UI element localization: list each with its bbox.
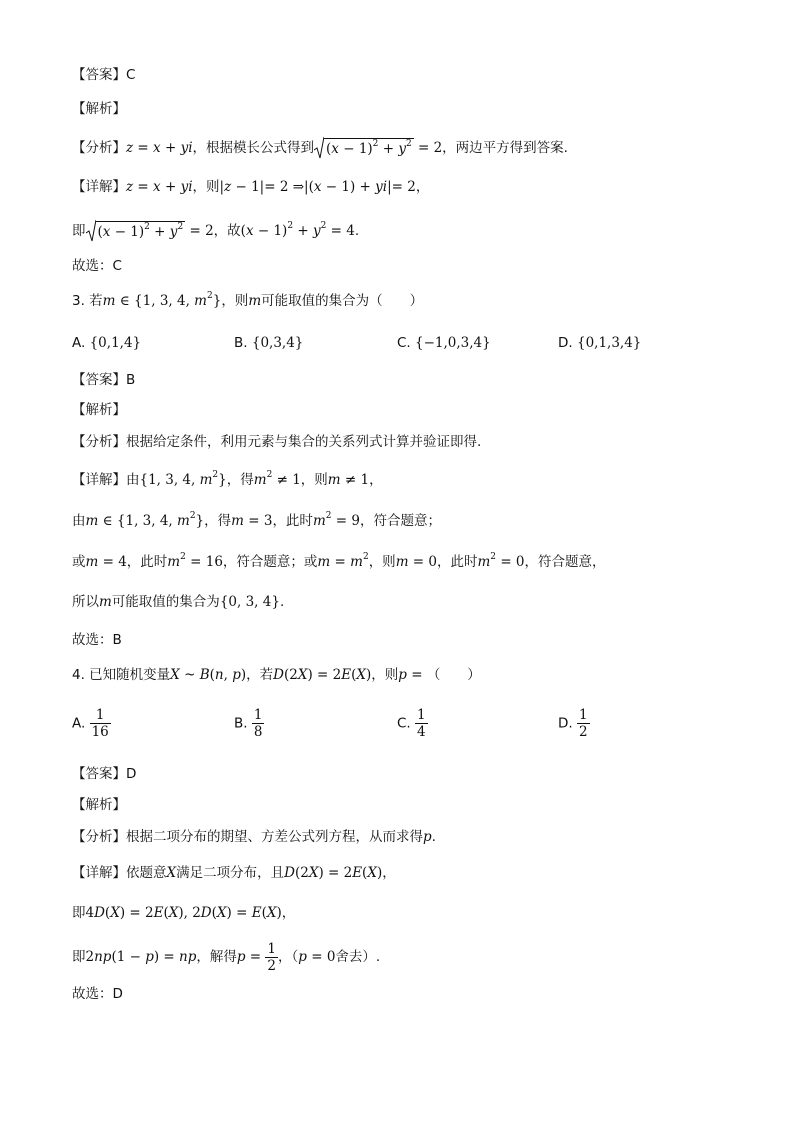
q4-option-b: B. $\frac{1}{8}$	[234, 707, 263, 740]
q3-choice: 故选：B	[72, 632, 122, 648]
q3-answer: 【答案】B	[72, 372, 136, 388]
q4-fenxi: 【分析】根据二项分布的期望、方差公式列方程，从而求得p.	[72, 829, 436, 845]
q2-ji: 即 $(x - 1)^2 + y^2 = 2$，故$(x - 1)^2 + y^2 = 4$.	[72, 221, 360, 240]
q2-choice: 故选：C	[72, 258, 122, 274]
q3-detail-4: 所以m可能取值的集合为{0, 3, 4}.	[72, 594, 285, 610]
q3-option-d: D. {0,1,3,4}	[558, 335, 642, 351]
q4-stem: 4. 已知随机变量X ~ B(n, p)，若D(2X) = 2E(X)，则p = （ ）	[72, 667, 481, 683]
q3-option-b: B. {0,3,4}	[234, 335, 304, 351]
q4-detail: 【详解】依题意X满足二项分布，且D(2X) = 2E(X)，	[72, 865, 396, 881]
q4-ji2: 即2np(1 − p) = np，解得p = $\frac{1}{2}$ ，（p = 0舍去）.	[72, 940, 381, 974]
q3-detail-2: 由m ∈ {1, 3, 4, $m^2$}，得m = 3，此时$m^2 = 9$，符合题意；	[72, 511, 441, 529]
q4-option-a: A. $\frac{1}{16}$	[72, 707, 109, 740]
q3-detail-1: 【详解】由{1, 3, 4, $m^2$}，得$m^2 \ne 1$，则m ≠ 1，	[72, 470, 383, 488]
q4-choice: 故选：D	[72, 986, 123, 1002]
q2-answer: 【答案】C	[72, 67, 136, 83]
q3-option-c: C. {−1,0,3,4}	[397, 335, 491, 351]
q4-answer: 【答案】D	[72, 766, 137, 782]
q3-fenxi: 【分析】根据给定条件，利用元素与集合的关系列式计算并验证即得.	[72, 434, 482, 450]
q4-option-c: C. $\frac{1}{4}$	[397, 707, 426, 740]
q4-option-d: D. $\frac{1}{2}$	[558, 707, 588, 740]
q3-detail-3: 或m = 4，此时$m^2 = 16$，符合题意；或$m = m^2$，则m = 0，此时$m^2 = 0$，符合题意，	[72, 552, 606, 570]
q3-analysis-heading: 【解析】	[72, 402, 126, 418]
q2-analysis-heading: 【解析】	[72, 101, 126, 117]
q4-ji: 即4D(X) = 2E(X), 2D(X) = E(X)，	[72, 905, 296, 921]
q2-fenxi: 【分析】z = x + yi，根据模长公式得到 $(x - 1)^2 + y^2 = 2$，两边平方得到答案.	[72, 139, 568, 157]
q3-option-a: A. {0,1,4}	[72, 335, 142, 351]
q4-analysis-heading: 【解析】	[72, 797, 126, 813]
q3-stem: 3. 若m ∈ {1, 3, 4, $m^2$}，则m可能取值的集合为（ ）	[72, 291, 424, 309]
q2-detail: 【详解】z = x + yi，则|z − 1|= 2 ⇒|(x − 1) + yi|= 2，	[72, 179, 430, 195]
